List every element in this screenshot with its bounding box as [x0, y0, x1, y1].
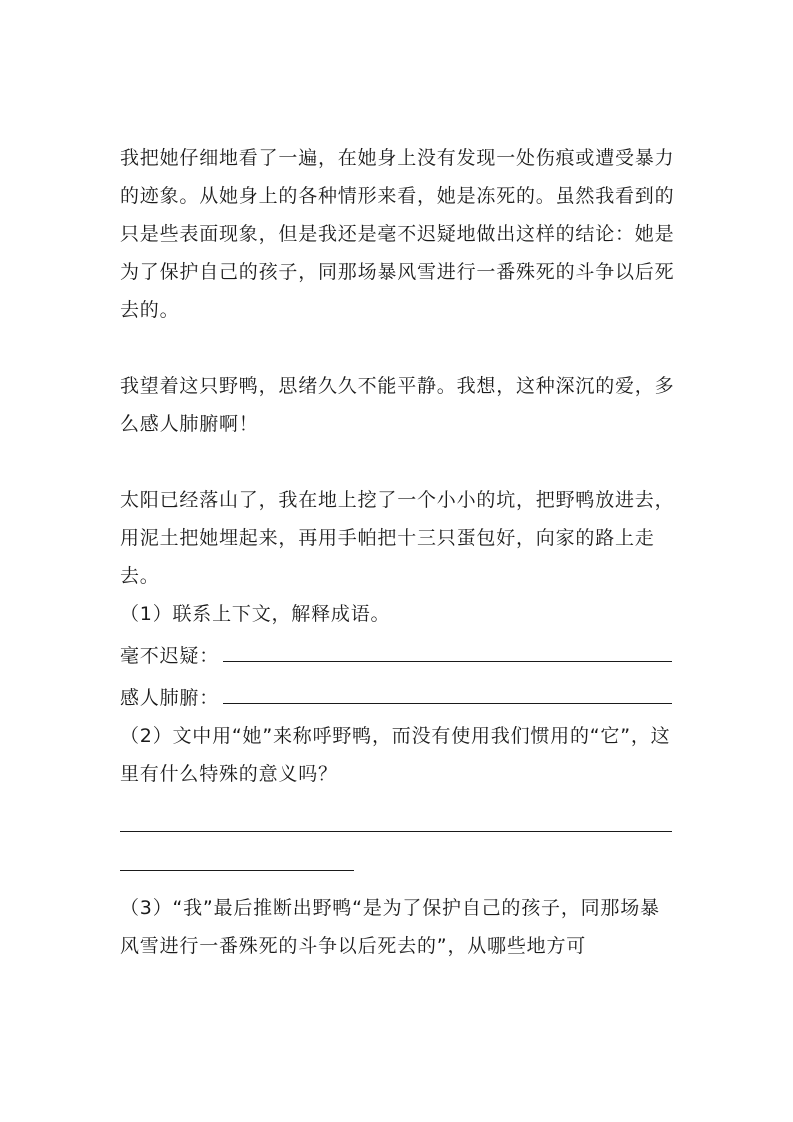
passage-paragraph-1: 我把她仔细地看了一遍，在她身上没有发现一处伤痕或遭受暴力的迹象。从她身上的各种情形来看，她是冻死的。虽然我看到的只是些表面现象，但是我还是毫不迟疑地做出这样的结论：她是为了保护自己的孩子，同那场暴风雪进行一番殊死的斗争以后死去的。	[120, 147, 675, 321]
passage-paragraph-2: 我望着这只野鸭，思绪久久不能平静。我想，这种深沉的爱，多么感人肺腑啊！	[120, 375, 675, 435]
question-1-item-1-label: 毫不迟疑：	[120, 645, 220, 667]
answer-line-1[interactable]	[120, 830, 672, 832]
document-content	[120, 139, 675, 965]
question-3-prompt: （3）“我”最后推断出野鸭“是为了保护自己的孩子，同那场暴风雪进行一番殊死的斗争以后死去的”，从哪些地方可	[120, 897, 660, 957]
question-1-item-1	[120, 633, 675, 675]
answer-blank-1[interactable]	[223, 633, 672, 662]
passage-paragraph-3: 太阳已经落山了，我在地上挖了一个小小的坑，把野鸭放进去，用泥土把她埋起来，再用手帕把十三只蛋包好，向家的路上走去。	[120, 489, 675, 587]
question-1-item-2	[120, 675, 675, 717]
answer-line-2[interactable]	[120, 869, 354, 871]
question-2-prompt: （2）文中用“她”来称呼野鸭，而没有使用我们惯用的“它”，这里有什么特殊的意义吗？	[120, 725, 671, 785]
answer-blank-2[interactable]	[223, 675, 672, 704]
question-1-prompt: （1）联系上下文，解释成语。	[120, 603, 391, 625]
question-1-item-2-label: 感人肺腑：	[120, 687, 220, 709]
